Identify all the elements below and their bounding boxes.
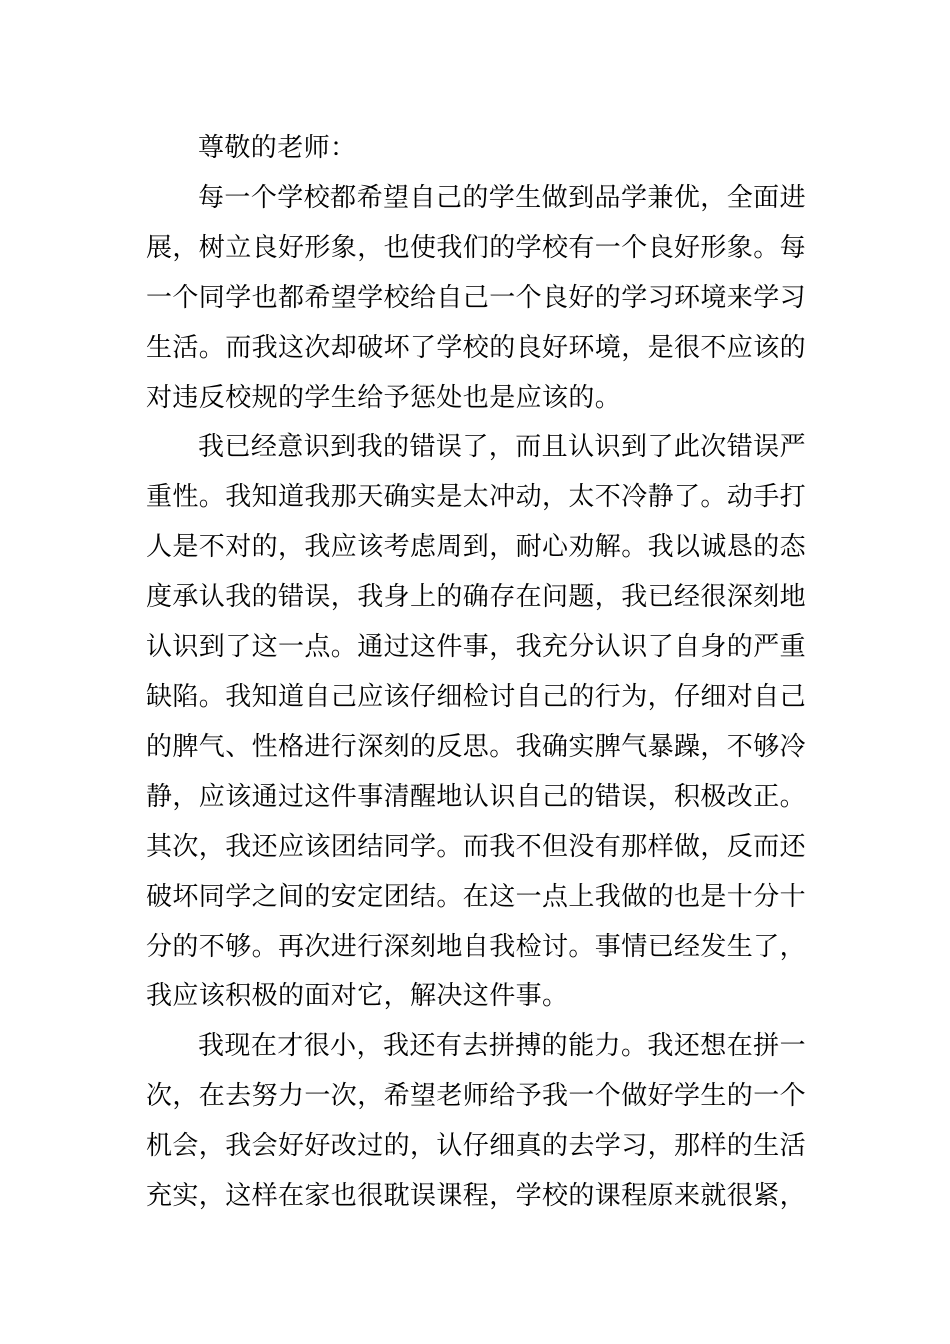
- paragraph-3: 我现在才很小，我还有去拼搏的能力。我还想在拼一次，在去努力一次，希望老师给予我一个做好学生的一个机会，我会好好改过的，认仔细真的去学习，那样的生活充实，这样在家也很耽误课程，学校的课程原来就很紧，: [146, 1031, 807, 1212]
- letter-body: [146, 124, 806, 1222]
- salutation: 尊敬的老师：: [198, 133, 357, 163]
- paragraph-2: 我已经意识到我的错误了，而且认识到了此次错误严重性。我知道我那天确实是太冲动，太不冷静了。动手打人是不对的，我应该考虑周到，耐心劝解。我以诚恳的态度承认我的错误，我身上的确存在问题，我已经很深刻地认识到了这一点。通过这件事，我充分认识了自身的严重缺陷。我知道自己应该仔细检讨自己的行为，仔细对自己的脾气、性格进行深刻的反思。我确实脾气暴躁，不够冷静，应该通过这件事清醒地认识自己的错误，积极改正。其次，我还应该团结同学。而我不但没有那样做，反而还破坏同学之间的安定团结。在这一点上我做的也是十分十分的不够。再次进行深刻地自我检讨。事情已经发生了，我应该积极的面对它，解决这件事。: [146, 432, 807, 1012]
- paragraph-1: 每一个学校都希望自己的学生做到品学兼优，全面进展，树立良好形象，也使我们的学校有一个良好形象。每一个同学也都希望学校给自己一个良好的学习环境来学习生活。而我这次却破坏了学校的良好环境，是很不应该的对违反校规的学生给予惩处也是应该的。: [146, 182, 807, 413]
